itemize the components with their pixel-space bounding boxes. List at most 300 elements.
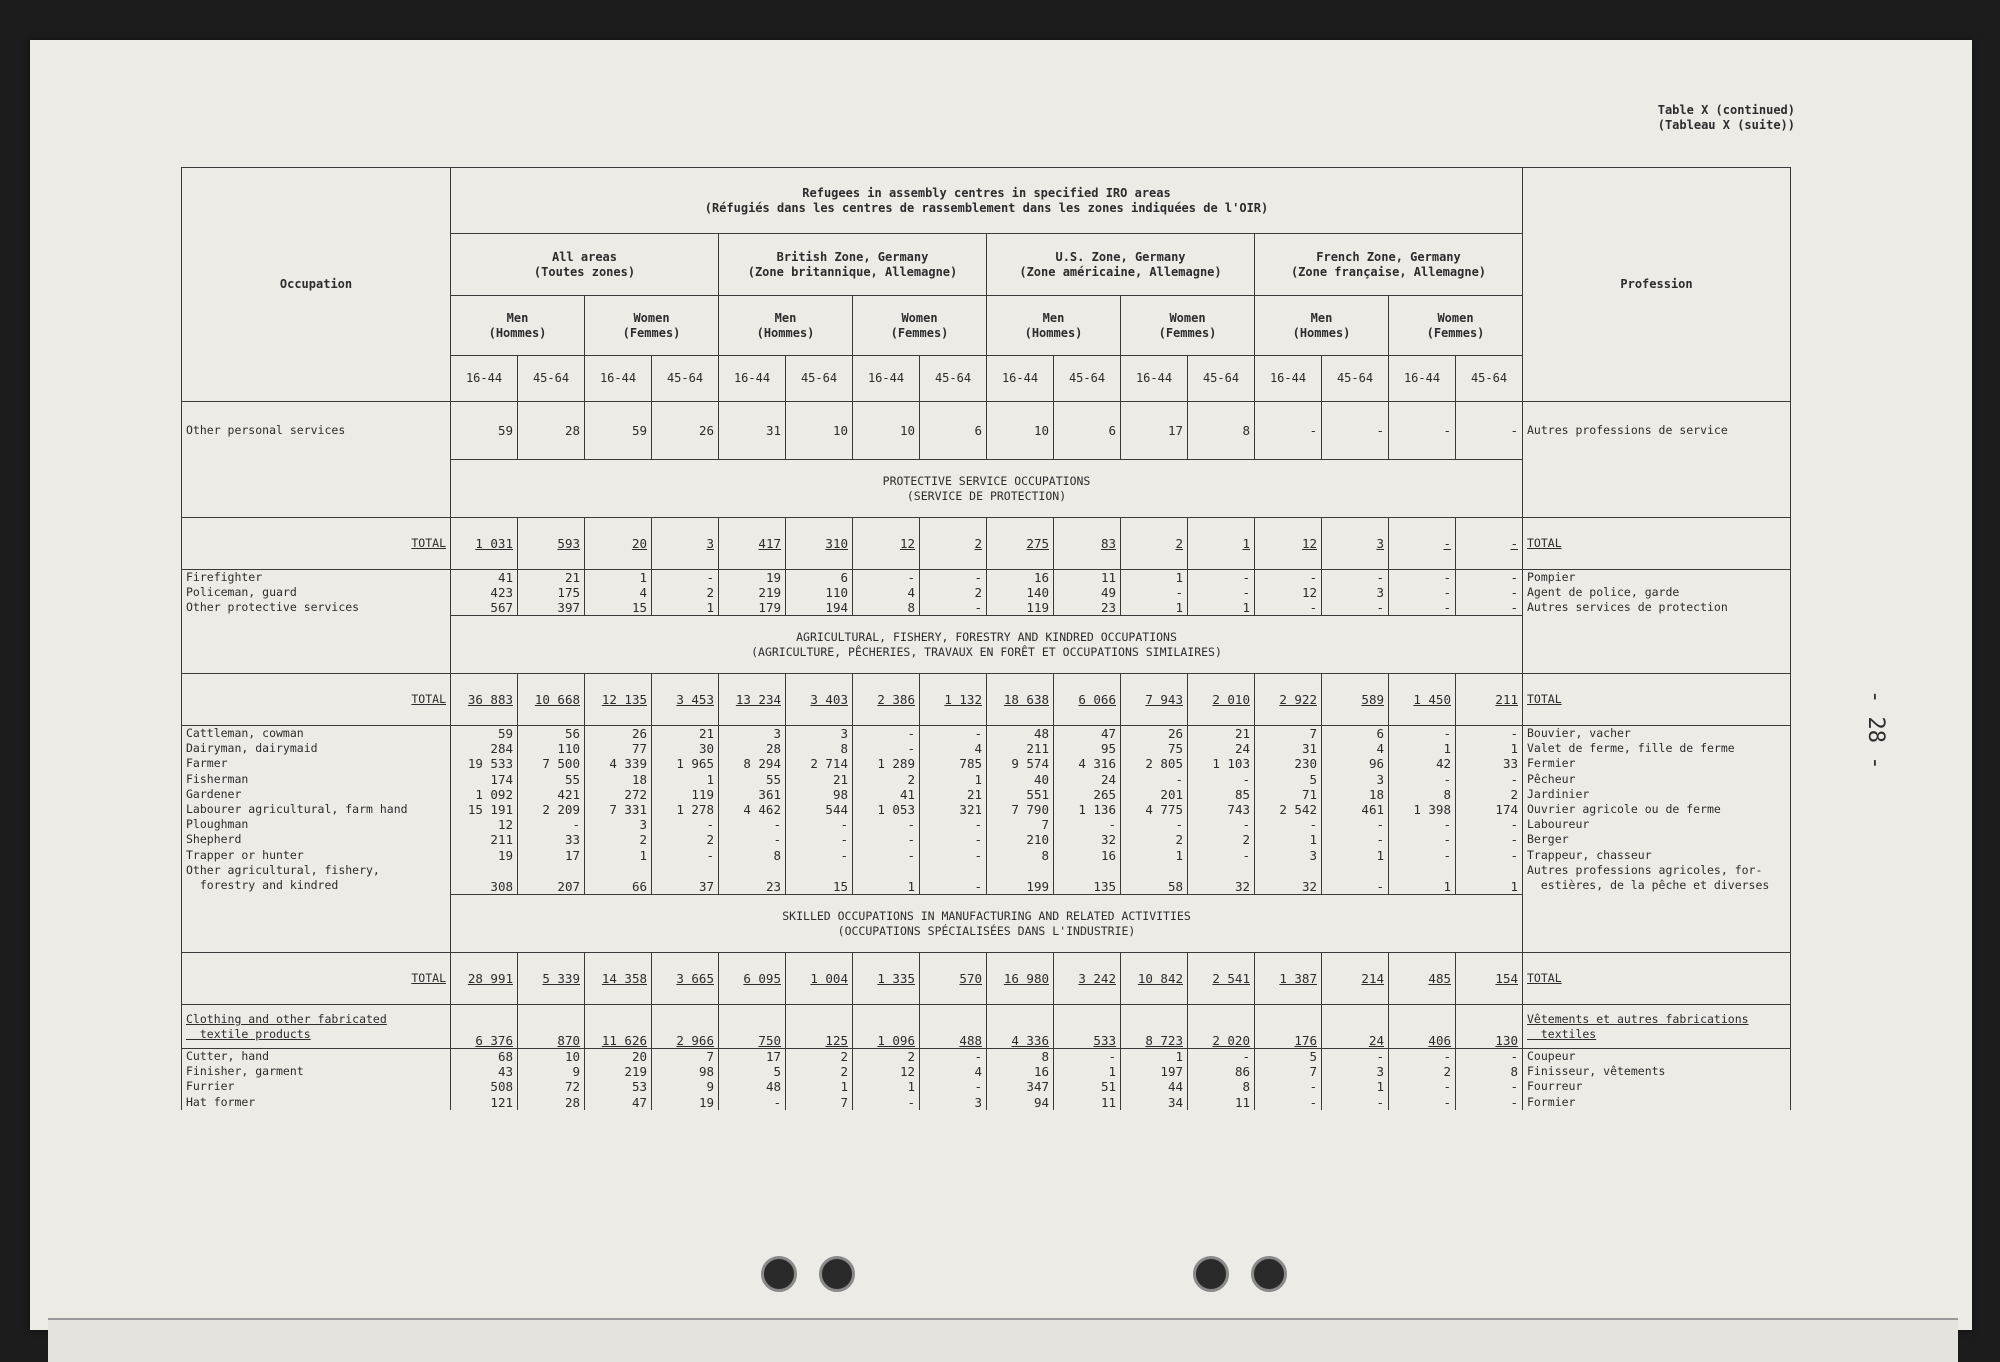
value-cell: 2 (853, 772, 920, 787)
value-cell: 2 386 (853, 674, 920, 726)
value-cell: 55 (719, 772, 786, 787)
value-cell: 140 (987, 585, 1054, 600)
value-cell: 1 (1255, 832, 1322, 847)
profession-cell: Jardinier (1523, 787, 1791, 802)
value-cell: 421 (518, 787, 585, 802)
section-title-fr: (SERVICE DE PROTECTION) (906, 488, 1067, 503)
value-cell: 8 (1456, 1064, 1523, 1079)
value-cell: 16 (987, 1064, 1054, 1079)
value-cell: 6 (786, 570, 853, 586)
value-cell: 40 (987, 772, 1054, 787)
value-cell: 211 (1456, 674, 1523, 726)
binding-hole (761, 1256, 797, 1292)
age-group-header: 45-64 (920, 356, 987, 402)
section-title-en: PROTECTIVE SERVICE OCCUPATIONS (882, 473, 1091, 488)
profession-cell: Agent de police, garde (1523, 585, 1791, 600)
value-cell: 321 (920, 802, 987, 817)
sex-header (853, 296, 987, 356)
value-cell: - (1389, 772, 1456, 787)
value-cell: 7 331 (585, 802, 652, 817)
value-cell: 1 (652, 600, 719, 616)
sex-name: Men (1042, 310, 1065, 325)
value-cell: 26 (652, 402, 719, 460)
area-name: U.S. Zone, Germany (1055, 249, 1186, 264)
value-cell: 1 398 (1389, 802, 1456, 817)
sex-name: Women (1169, 310, 1206, 325)
value-cell: 1 289 (853, 756, 920, 771)
age-group-header: 45-64 (1188, 356, 1255, 402)
value-cell: 21 (518, 570, 585, 586)
value-cell: 1 (853, 863, 920, 895)
value-cell: - (1054, 817, 1121, 832)
next-page-edge (48, 1318, 1958, 1362)
value-cell: 8 723 (1121, 1005, 1188, 1049)
age-group-header: 16-44 (1389, 356, 1456, 402)
age-group-header: 45-64 (518, 356, 585, 402)
value-cell: 870 (518, 1005, 585, 1049)
value-cell: 1 031 (451, 518, 518, 570)
area-header (719, 234, 987, 296)
value-cell: 4 775 (1121, 802, 1188, 817)
value-cell: 32 (1188, 863, 1255, 895)
sex-name: Men (506, 310, 529, 325)
value-cell: - (1255, 600, 1322, 616)
value-cell: - (1188, 817, 1255, 832)
profession-cell: Ouvrier agricole ou de ferme (1523, 802, 1791, 817)
value-cell: 96 (1322, 756, 1389, 771)
value-cell: 2 541 (1188, 953, 1255, 1005)
value-cell: 7 790 (987, 802, 1054, 817)
value-cell: 785 (920, 756, 987, 771)
value-cell: 28 (518, 402, 585, 460)
occupation-cell: Farmer (182, 756, 451, 771)
value-cell: - (920, 863, 987, 895)
value-cell: 4 (920, 1064, 987, 1079)
value-cell: 43 (451, 1064, 518, 1079)
value-cell: 30 (652, 741, 719, 756)
age-group-header: 45-64 (786, 356, 853, 402)
sex-header (451, 296, 585, 356)
value-cell: - (1188, 585, 1255, 600)
value-cell: 16 (1054, 848, 1121, 863)
value-cell: 1 278 (652, 802, 719, 817)
value-cell: 15 (585, 600, 652, 616)
value-cell: 98 (786, 787, 853, 802)
value-cell: 485 (1389, 953, 1456, 1005)
value-cell: 2 542 (1255, 802, 1322, 817)
value-cell: 2 209 (518, 802, 585, 817)
value-cell: 1 (786, 1079, 853, 1094)
value-cell: - (1188, 848, 1255, 863)
sex-name-fr: (Femmes) (890, 325, 949, 340)
value-cell: 199 (987, 863, 1054, 895)
value-cell: 11 (1054, 1095, 1121, 1110)
value-cell: 58 (1121, 863, 1188, 895)
age-group-header: 16-44 (853, 356, 920, 402)
value-cell: - (853, 741, 920, 756)
value-cell: 7 (1255, 1064, 1322, 1079)
value-cell: - (920, 832, 987, 847)
value-cell: 24 (1054, 772, 1121, 787)
value-cell: 8 (853, 600, 920, 616)
value-cell: - (1255, 570, 1322, 586)
value-cell: 19 (719, 570, 786, 586)
occupation-cell: Cattleman, cowman (182, 726, 451, 742)
value-cell: 1 136 (1054, 802, 1121, 817)
value-cell: - (920, 817, 987, 832)
value-cell: 1 387 (1255, 953, 1322, 1005)
value-cell: 3 (719, 726, 786, 742)
value-cell: - (1389, 600, 1456, 616)
value-cell: 207 (518, 863, 585, 895)
table-reference (1658, 103, 1795, 133)
profession-cell: Formier (1523, 1095, 1791, 1110)
profession-header: Profession (1523, 168, 1791, 402)
value-cell: - (1456, 772, 1523, 787)
value-cell: - (1456, 817, 1523, 832)
value-cell: 397 (518, 600, 585, 616)
total-label-fr: TOTAL (1523, 674, 1791, 726)
age-group-header: 45-64 (1322, 356, 1389, 402)
value-cell: 2 (652, 585, 719, 600)
value-cell: 7 (786, 1095, 853, 1110)
value-cell: 14 358 (585, 953, 652, 1005)
value-cell: 68 (451, 1049, 518, 1065)
value-cell: 121 (451, 1095, 518, 1110)
value-cell: 10 (518, 1049, 585, 1065)
value-cell: 1 096 (853, 1005, 920, 1049)
value-cell: 59 (451, 726, 518, 742)
value-cell: 31 (719, 402, 786, 460)
value-cell: 44 (1121, 1079, 1188, 1094)
age-group-header: 45-64 (652, 356, 719, 402)
value-cell: 10 (786, 402, 853, 460)
value-cell: - (1121, 772, 1188, 787)
value-cell: - (920, 570, 987, 586)
super-header-en: Refugees in assembly centres in specified IRO areas (802, 185, 1171, 200)
total-label: TOTAL (182, 674, 451, 726)
table-row (182, 802, 1791, 817)
profession-cell: Autres services de protection (1523, 600, 1791, 616)
value-cell: 28 (719, 741, 786, 756)
value-cell: 8 (1188, 1079, 1255, 1094)
occupation-cell: Furrier (182, 1079, 451, 1094)
value-cell: 66 (585, 863, 652, 895)
value-cell: 1 (1322, 1079, 1389, 1094)
value-cell: - (1389, 585, 1456, 600)
value-cell: 265 (1054, 787, 1121, 802)
value-cell: - (920, 1079, 987, 1094)
value-cell: 8 (987, 1049, 1054, 1065)
value-cell: 544 (786, 802, 853, 817)
occupation-cell: Gardener (182, 787, 451, 802)
table-row (182, 674, 1791, 726)
value-cell: 28 991 (451, 953, 518, 1005)
profession-cell: Coupeur (1523, 1049, 1791, 1065)
value-cell: 42 (1389, 756, 1456, 771)
occupation-cell: Hat former (182, 1095, 451, 1110)
value-cell: 210 (987, 832, 1054, 847)
age-group-header: 45-64 (1456, 356, 1523, 402)
section-title-fr: (OCCUPATIONS SPÉCIALISÉES DANS L'INDUSTRIE) (837, 923, 1136, 938)
value-cell: 6 066 (1054, 674, 1121, 726)
value-cell: - (1456, 600, 1523, 616)
value-cell: 33 (1456, 756, 1523, 771)
value-cell: 71 (1255, 787, 1322, 802)
value-cell: 4 (853, 585, 920, 600)
value-cell: 59 (451, 402, 518, 460)
table-reference-en: Table X (continued) (1657, 103, 1795, 117)
value-cell: 1 (1054, 1064, 1121, 1079)
value-cell: 1 (1322, 848, 1389, 863)
section-title-spacer (1523, 616, 1791, 674)
occupation-cell: Labourer agricultural, farm hand (182, 802, 451, 817)
value-cell: 21 (786, 772, 853, 787)
value-cell: 2 (585, 832, 652, 847)
sex-header (1389, 296, 1523, 356)
age-group-header: 16-44 (1255, 356, 1322, 402)
value-cell: 5 (1255, 1049, 1322, 1065)
sex-name: Women (901, 310, 938, 325)
occupation-cell: Other protective services (182, 600, 451, 616)
value-cell: 2 (920, 585, 987, 600)
value-cell: 75 (1121, 741, 1188, 756)
sex-name-fr: (Hommes) (756, 325, 815, 340)
value-cell: - (1389, 1079, 1456, 1094)
value-cell: 1 (1121, 570, 1188, 586)
value-cell: - (1389, 848, 1456, 863)
profession-cell: Laboureur (1523, 817, 1791, 832)
value-cell: 135 (1054, 863, 1121, 895)
value-cell: - (1389, 726, 1456, 742)
total-label: TOTAL (182, 953, 451, 1005)
value-cell: 2 020 (1188, 1005, 1255, 1049)
value-cell: 34 (1121, 1095, 1188, 1110)
value-cell: 2 805 (1121, 756, 1188, 771)
sex-name-fr: (Femmes) (622, 325, 681, 340)
table-row (182, 1005, 1791, 1049)
value-cell: 32 (1054, 832, 1121, 847)
value-cell: 18 (1322, 787, 1389, 802)
value-cell: 1 103 (1188, 756, 1255, 771)
age-group-header: 16-44 (451, 356, 518, 402)
value-cell: 1 (1121, 600, 1188, 616)
value-cell: 1 (1188, 518, 1255, 570)
value-cell: 3 (1255, 848, 1322, 863)
area-header (987, 234, 1255, 296)
sex-header (1121, 296, 1255, 356)
value-cell: 1 092 (451, 787, 518, 802)
value-cell: - (1322, 402, 1389, 460)
value-cell: - (719, 1095, 786, 1110)
value-cell: 176 (1255, 1005, 1322, 1049)
value-cell: 31 (1255, 741, 1322, 756)
value-cell: 593 (518, 518, 585, 570)
value-cell: 49 (1054, 585, 1121, 600)
section-title (451, 460, 1523, 518)
value-cell: - (1255, 1079, 1322, 1094)
sex-header (585, 296, 719, 356)
table-row (182, 1079, 1791, 1094)
value-cell: 2 (786, 1049, 853, 1065)
value-cell: 194 (786, 600, 853, 616)
value-cell: 7 500 (518, 756, 585, 771)
value-cell: 28 (518, 1095, 585, 1110)
value-cell: 17 (518, 848, 585, 863)
value-cell: 95 (1054, 741, 1121, 756)
value-cell: - (786, 832, 853, 847)
value-cell: 8 (987, 848, 1054, 863)
value-cell: - (1322, 1095, 1389, 1110)
value-cell: 750 (719, 1005, 786, 1049)
value-cell: 219 (585, 1064, 652, 1079)
section-title (451, 895, 1523, 953)
value-cell: 219 (719, 585, 786, 600)
table-row (182, 756, 1791, 771)
table-row (182, 726, 1791, 742)
value-cell: 47 (585, 1095, 652, 1110)
value-cell: 24 (1322, 1005, 1389, 1049)
value-cell: 2 (1121, 518, 1188, 570)
profession-cell: Pompier (1523, 570, 1791, 586)
value-cell: - (1255, 1095, 1322, 1110)
value-cell: 33 (518, 832, 585, 847)
occupation-cell: Firefighter (182, 570, 451, 586)
profession-cell: Fermier (1523, 756, 1791, 771)
value-cell: 2 966 (652, 1005, 719, 1049)
occupation-cell: Dairyman, dairymaid (182, 741, 451, 756)
value-cell: 2 (1389, 1064, 1456, 1079)
occupation-cell: Other agricultural, fishery, forestry and kindred (182, 863, 451, 895)
value-cell: 10 668 (518, 674, 585, 726)
value-cell: 8 294 (719, 756, 786, 771)
age-group-header: 16-44 (1121, 356, 1188, 402)
sex-header (1255, 296, 1389, 356)
value-cell: 3 (1322, 772, 1389, 787)
value-cell: 16 980 (987, 953, 1054, 1005)
value-cell: - (853, 726, 920, 742)
value-cell: - (1456, 1095, 1523, 1110)
occupation-cell: Other personal services (182, 402, 451, 460)
value-cell: 47 (1054, 726, 1121, 742)
age-group-header: 16-44 (585, 356, 652, 402)
value-cell: 214 (1322, 953, 1389, 1005)
value-cell: 2 (1188, 832, 1255, 847)
value-cell: 110 (786, 585, 853, 600)
value-cell: - (1389, 570, 1456, 586)
value-cell: 12 (853, 518, 920, 570)
value-cell: - (920, 848, 987, 863)
value-cell: 12 (451, 817, 518, 832)
value-cell: 3 (1322, 585, 1389, 600)
value-cell: 48 (719, 1079, 786, 1094)
sex-header (719, 296, 853, 356)
value-cell: 179 (719, 600, 786, 616)
value-cell: 154 (1456, 953, 1523, 1005)
profession-cell: Autres professions agricoles, for- estières, de la pêche et diverses (1523, 863, 1791, 895)
value-cell: 2 (853, 1049, 920, 1065)
value-cell: 4 316 (1054, 756, 1121, 771)
area-header (451, 234, 719, 296)
value-cell: 1 (920, 772, 987, 787)
value-cell: 5 (719, 1064, 786, 1079)
subgroup-label-fr: Vêtements et autres fabrications textiles (1523, 1005, 1791, 1049)
occupation-cell: Shepherd (182, 832, 451, 847)
occupation-cell: Policeman, guard (182, 585, 451, 600)
value-cell: 175 (518, 585, 585, 600)
table-row (182, 570, 1791, 586)
table-row (182, 787, 1791, 802)
value-cell: 19 (451, 848, 518, 863)
value-cell: - (853, 570, 920, 586)
area-name-fr: (Zone britannique, Allemagne) (747, 264, 958, 279)
value-cell: 1 335 (853, 953, 920, 1005)
occupation-cell: Fisherman (182, 772, 451, 787)
value-cell: 201 (1121, 787, 1188, 802)
value-cell: 1 (1389, 741, 1456, 756)
value-cell: 94 (987, 1095, 1054, 1110)
value-cell: 23 (719, 863, 786, 895)
value-cell: 17 (719, 1049, 786, 1065)
age-group-header: 16-44 (719, 356, 786, 402)
value-cell: 18 638 (987, 674, 1054, 726)
value-cell: - (1456, 1049, 1523, 1065)
table-row (182, 832, 1791, 847)
value-cell: 533 (1054, 1005, 1121, 1049)
occupation-cell: Finisher, garment (182, 1064, 451, 1079)
value-cell: 8 (786, 741, 853, 756)
value-cell: - (1456, 518, 1523, 570)
sex-name-fr: (Hommes) (1292, 325, 1351, 340)
area-name-fr: (Zone américaine, Allemagne) (1019, 264, 1222, 279)
value-cell: 119 (652, 787, 719, 802)
value-cell: 10 842 (1121, 953, 1188, 1005)
value-cell: 86 (1188, 1064, 1255, 1079)
value-cell: 21 (1188, 726, 1255, 742)
value-cell: 21 (652, 726, 719, 742)
table-row (182, 863, 1791, 895)
value-cell: 361 (719, 787, 786, 802)
binding-hole (819, 1256, 855, 1292)
value-cell: 8 (1389, 787, 1456, 802)
value-cell: 77 (585, 741, 652, 756)
value-cell: 110 (518, 741, 585, 756)
value-cell: 1 (1121, 1049, 1188, 1065)
value-cell: 26 (1121, 726, 1188, 742)
super-header-fr: (Réfugiés dans les centres de rassemblement dans les zones indiquées de l'OIR) (704, 200, 1269, 215)
value-cell: 85 (1188, 787, 1255, 802)
value-cell: 17 (1121, 402, 1188, 460)
table-row (182, 1049, 1791, 1065)
value-cell: 11 626 (585, 1005, 652, 1049)
value-cell: 310 (786, 518, 853, 570)
value-cell: - (1389, 1049, 1456, 1065)
section-title-fr: (AGRICULTURE, PÊCHERIES, TRAVAUX EN FORÊT ET OCCUPATIONS SIMILAIRES) (751, 644, 1222, 659)
value-cell: 2 (652, 832, 719, 847)
value-cell: 4 (920, 741, 987, 756)
value-cell: - (1188, 772, 1255, 787)
value-cell: 36 883 (451, 674, 518, 726)
value-cell: - (1054, 1049, 1121, 1065)
value-cell: 32 (1255, 863, 1322, 895)
value-cell: 3 (585, 817, 652, 832)
value-cell: - (1255, 817, 1322, 832)
value-cell: 41 (451, 570, 518, 586)
value-cell: 570 (920, 953, 987, 1005)
age-group-header: 45-64 (1054, 356, 1121, 402)
value-cell: 15 (786, 863, 853, 895)
value-cell: - (652, 817, 719, 832)
